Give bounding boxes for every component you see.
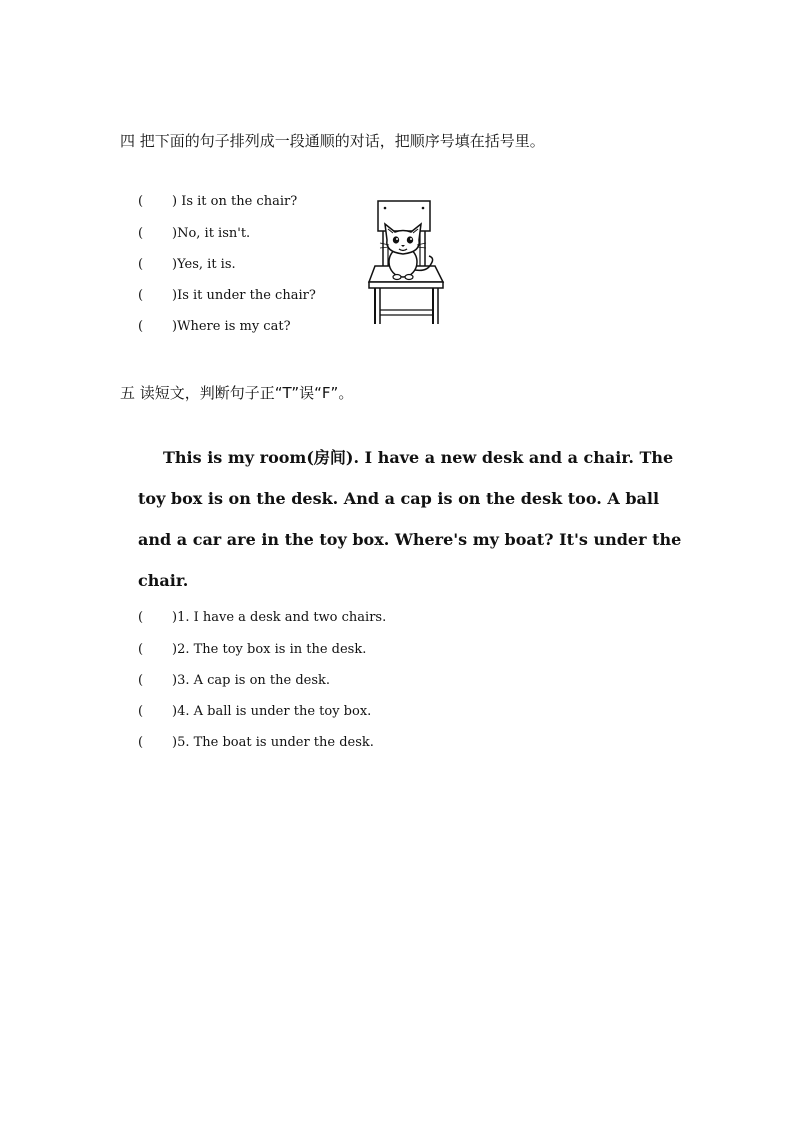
ordering-item-1 — [138, 194, 297, 209]
answer-blank-close: ) — [172, 226, 178, 241]
ordering-item-text: No, it isn't. — [177, 226, 251, 241]
ordering-item-5 — [138, 319, 291, 334]
answer-blank-open[interactable]: ( — [138, 735, 144, 750]
ordering-item-text: Is it under the chair? — [177, 288, 316, 303]
tf-item-3 — [138, 673, 330, 688]
tf-item-1 — [138, 610, 386, 625]
answer-blank-close: ) — [172, 642, 178, 657]
ordering-item-text: Is it on the chair? — [177, 194, 298, 209]
ordering-item-3 — [138, 257, 236, 272]
answer-blank-close: ) — [172, 257, 178, 272]
tf-item-5 — [138, 735, 374, 750]
answer-blank-close: ) — [172, 319, 178, 334]
answer-blank-open[interactable]: ( — [138, 642, 144, 657]
answer-blank-close: ) — [172, 288, 178, 303]
tf-item-text: 4. A ball is under the toy box. — [177, 704, 372, 719]
tf-item-4 — [138, 704, 371, 719]
answer-blank-open[interactable]: ( — [138, 704, 144, 719]
answer-blank-open[interactable]: ( — [138, 319, 144, 334]
answer-blank-close: ) — [172, 704, 178, 719]
answer-blank-close: ) — [172, 194, 178, 209]
section-4-heading: 四 把下面的句子排列成一段通顺的对话，把顺序号填在括号里。 — [120, 132, 545, 150]
answer-blank-open[interactable]: ( — [138, 257, 144, 272]
ordering-item-text: Where is my cat? — [177, 319, 291, 334]
answer-blank-open[interactable]: ( — [138, 610, 144, 625]
answer-blank-open[interactable]: ( — [138, 288, 144, 303]
ordering-item-4 — [138, 288, 316, 303]
tf-item-text: 3. A cap is on the desk. — [177, 673, 331, 688]
ordering-item-text: Yes, it is. — [177, 257, 236, 272]
answer-blank-close: ) — [172, 735, 178, 750]
answer-blank-close: ) — [172, 673, 178, 688]
reading-passage: This is my room(房间). I have a new desk and a chair. The toy box is on the desk. And a cap is on the desk too. A ball and a car are in the toy box. Where's my boat? It's under the chair. — [138, 448, 682, 590]
answer-blank-open[interactable]: ( — [138, 194, 144, 209]
tf-item-2 — [138, 642, 366, 657]
answer-blank-close: ) — [172, 610, 178, 625]
answer-blank-open[interactable]: ( — [138, 673, 144, 688]
ordering-item-2 — [138, 226, 250, 241]
tf-item-text: 1. I have a desk and two chairs. — [177, 610, 387, 625]
answer-blank-open[interactable]: ( — [138, 226, 144, 241]
tf-item-text: 2. The toy box is in the desk. — [177, 642, 367, 657]
cat-on-chair-image — [365, 198, 447, 326]
tf-item-text: 5. The boat is under the desk. — [177, 735, 374, 750]
section-5-heading: 五 读短文，判断句子正“T”误“F”。 — [120, 384, 354, 402]
